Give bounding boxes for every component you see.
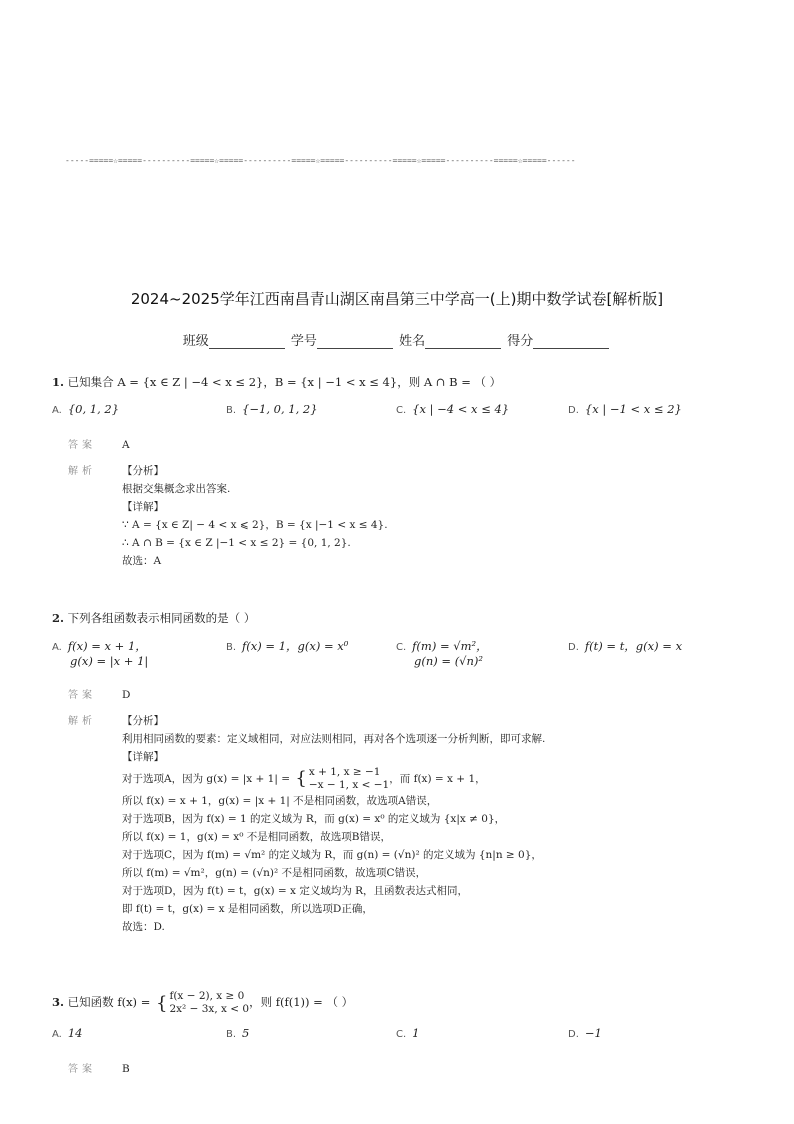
class-blank[interactable] bbox=[209, 335, 285, 349]
analysis-line: 根据交集概念求出答案. bbox=[122, 483, 231, 495]
option-text: f(t) = t，g(x) = x bbox=[584, 639, 683, 653]
analysis-line-cases bbox=[122, 766, 742, 792]
question-number: 3. bbox=[52, 995, 65, 1009]
question-text: 已知集合 A = {x ∈ Z | −4 < x ≤ 2}，B = {x | −1 < x ≤ 4}，则 A ∩ B = （ ） bbox=[67, 375, 502, 389]
number-blank[interactable] bbox=[317, 335, 393, 349]
analysis-body bbox=[122, 462, 742, 570]
option-label: C. bbox=[396, 642, 407, 653]
options bbox=[52, 1026, 742, 1044]
cases-suffix: ，而 f(x) = x + 1， bbox=[389, 773, 486, 785]
answer-row bbox=[52, 686, 742, 704]
answer-label: 答案 bbox=[68, 440, 96, 451]
option-d[interactable] bbox=[568, 1026, 602, 1040]
option-text: {x | −4 < x ≤ 4} bbox=[412, 402, 510, 416]
option-c[interactable] bbox=[396, 638, 488, 668]
analysis-line: 对于选项B，因为 f(x) = 1 的定义域为 R，而 g(x) = x⁰ 的定义域为 {x|x ≠ 0}， bbox=[122, 813, 506, 825]
analysis-line: 对于选项C，因为 f(m) = √m² 的定义域为 R，而 g(n) = (√n)² 的定义域为 {n|n ≥ 0}， bbox=[122, 849, 542, 861]
answer-row bbox=[52, 436, 742, 454]
question-3 bbox=[52, 990, 742, 1078]
answer-label: 答案 bbox=[68, 1064, 96, 1075]
case-2: −x − 1, x < −1 bbox=[308, 779, 390, 791]
analysis-line: 【详解】 bbox=[122, 751, 164, 763]
number-label: 学号 bbox=[290, 334, 317, 349]
analysis-line: 所以 f(x) = 1，g(x) = x⁰ 不是相同函数，故选项B错误， bbox=[122, 831, 391, 843]
piecewise-cases bbox=[169, 990, 249, 1016]
option-text: g(n) = (√n)² bbox=[414, 654, 484, 668]
name-label: 姓名 bbox=[399, 334, 426, 349]
option-text: {x | −1 < x ≤ 2} bbox=[584, 402, 682, 416]
option-label: A. bbox=[52, 405, 62, 416]
option-c[interactable] bbox=[396, 402, 509, 416]
option-a[interactable] bbox=[52, 402, 119, 416]
option-label: B. bbox=[226, 642, 237, 653]
option-text: f(x) = x + 1， bbox=[67, 639, 147, 653]
analysis-line: 故选：D. bbox=[122, 921, 165, 933]
question-1 bbox=[52, 374, 742, 570]
class-label: 班级 bbox=[182, 334, 209, 349]
option-label: C. bbox=[396, 1029, 407, 1040]
analysis-line: ∴ A ∩ B = {x ∈ Z |−1 < x ≤ 2} = {0, 1, 2}. bbox=[122, 537, 351, 549]
separator-line: -----=====☆=====----------=====☆=====----------=====☆=====----------=====☆=====----------=====☆=====------ bbox=[65, 156, 576, 165]
options bbox=[52, 402, 742, 420]
analysis-line: 即 f(t) = t，g(x) = x 是相同函数，所以选项D正确， bbox=[122, 903, 373, 915]
option-label: B. bbox=[226, 1029, 237, 1040]
option-a[interactable] bbox=[52, 638, 148, 668]
option-d[interactable] bbox=[568, 638, 682, 654]
question-stem bbox=[52, 610, 742, 626]
question-text: 下列各组函数表示相同函数的是（ ） bbox=[67, 611, 256, 625]
score-label: 得分 bbox=[507, 334, 534, 349]
analysis-line: 利用相同函数的要素：定义域相同，对应法则相同，再对各个选项逐一分析判断，即可求解. bbox=[122, 733, 546, 745]
page-title: 2024~2025学年江西南昌青山湖区南昌第三中学高一(上)期中数学试卷[解析版] bbox=[130, 290, 664, 308]
brace-icon: { bbox=[295, 768, 307, 789]
question-number: 1. bbox=[52, 375, 65, 389]
analysis-row bbox=[52, 462, 742, 570]
option-label: C. bbox=[396, 405, 407, 416]
options bbox=[52, 638, 742, 672]
piecewise-cases bbox=[309, 766, 389, 792]
option-label: D. bbox=[568, 642, 579, 653]
analysis-line: 所以 f(x) = x + 1，g(x) = |x + 1| 不是相同函数，故选项A错误， bbox=[122, 795, 438, 807]
option-a[interactable] bbox=[52, 1026, 82, 1040]
option-label: B. bbox=[226, 405, 237, 416]
option-b[interactable] bbox=[226, 402, 318, 416]
answer-value: B bbox=[122, 1063, 130, 1075]
question-stem bbox=[52, 374, 742, 390]
option-label: D. bbox=[568, 405, 579, 416]
option-text: g(x) = |x + 1| bbox=[70, 654, 149, 668]
analysis-row bbox=[52, 712, 742, 936]
option-text: −1 bbox=[584, 1026, 602, 1040]
analysis-line: ∵ A = {x ∈ Z| − 4 < x ⩽ 2}，B = {x |−1 < x ≤ 4}. bbox=[122, 519, 388, 531]
question-text: 已知函数 f(x) = bbox=[67, 995, 154, 1009]
option-label: A. bbox=[52, 642, 62, 653]
answer-row bbox=[52, 1060, 742, 1078]
question-text: ，则 f(f(1)) = （ ） bbox=[249, 995, 354, 1009]
cases-prefix: 对于选项A，因为 g(x) = |x + 1| = bbox=[122, 773, 294, 785]
analysis-line: 对于选项D，因为 f(t) = t，g(x) = x 定义域均为 R，且函数表达式相同， bbox=[122, 885, 469, 897]
brace-icon: { bbox=[156, 992, 168, 1014]
analysis-label: 解析 bbox=[68, 466, 96, 477]
analysis-line: 所以 f(m) = √m²，g(n) = (√n)² 不是相同函数，故选项C错误， bbox=[122, 867, 427, 879]
question-number: 2. bbox=[52, 611, 65, 625]
analysis-line: 【详解】 bbox=[122, 501, 164, 513]
option-d[interactable] bbox=[568, 402, 682, 416]
answer-value: D bbox=[122, 689, 131, 701]
case-2: 2x² − 3x, x < 0 bbox=[169, 1003, 250, 1015]
analysis-label: 解析 bbox=[68, 716, 96, 727]
option-text: 1 bbox=[412, 1026, 420, 1040]
case-1: x + 1, x ≥ −1 bbox=[308, 766, 381, 778]
option-label: D. bbox=[568, 1029, 579, 1040]
analysis-line: 【分析】 bbox=[122, 465, 164, 477]
option-label: A. bbox=[52, 1029, 62, 1040]
option-text: 5 bbox=[242, 1026, 250, 1040]
score-blank[interactable] bbox=[533, 335, 609, 349]
name-blank[interactable] bbox=[425, 335, 501, 349]
option-text: 14 bbox=[67, 1026, 83, 1040]
analysis-line: 【分析】 bbox=[122, 715, 164, 727]
student-info bbox=[0, 330, 794, 349]
case-1: f(x − 2), x ≥ 0 bbox=[169, 990, 245, 1002]
analysis-body bbox=[122, 712, 742, 936]
answer-label: 答案 bbox=[68, 690, 96, 701]
option-text: f(x) = 1，g(x) = x⁰ bbox=[242, 639, 349, 653]
question-stem bbox=[52, 990, 742, 1016]
option-text: f(m) = √m²， bbox=[412, 639, 488, 653]
option-c[interactable] bbox=[396, 1026, 420, 1040]
question-2 bbox=[52, 610, 742, 936]
option-b[interactable] bbox=[226, 1026, 249, 1040]
analysis-line: 故选：A bbox=[122, 555, 162, 567]
option-text: {−1, 0, 1, 2} bbox=[242, 402, 318, 416]
option-text: {0, 1, 2} bbox=[67, 402, 120, 416]
option-b[interactable] bbox=[226, 638, 348, 654]
answer-value: A bbox=[122, 439, 130, 451]
